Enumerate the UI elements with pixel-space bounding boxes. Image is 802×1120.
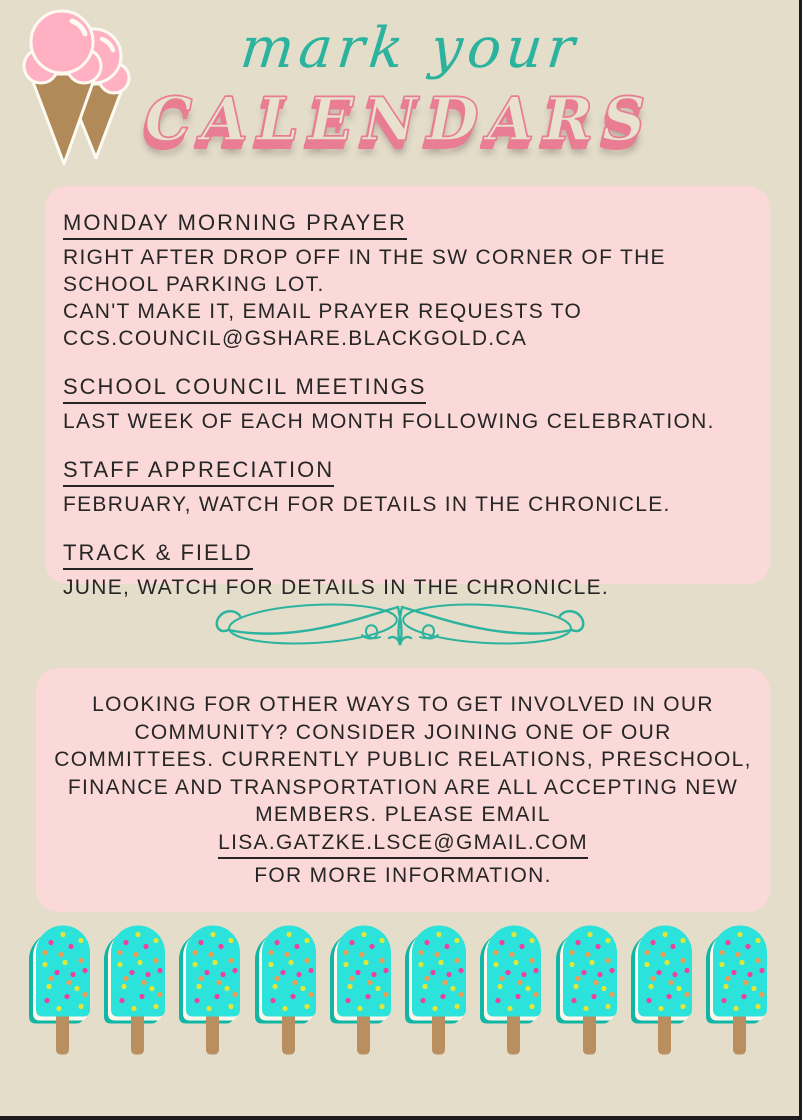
event-section-council-meetings [63, 374, 750, 435]
event-line: RIGHT AFTER DROP OFF IN THE SW CORNER OF THE [63, 246, 666, 269]
community-line: MEMBERS. PLEASE EMAIL [255, 803, 551, 826]
header [0, 0, 799, 186]
popsicle-icon [254, 920, 320, 1058]
community-closing: FOR MORE INFORMATION. [254, 863, 552, 887]
event-heading: STAFF APPRECIATION [63, 457, 334, 487]
script-title: mark your [237, 16, 583, 81]
flourish-divider-icon [210, 597, 590, 655]
popsicle-icon [28, 920, 94, 1058]
event-line: JUNE, WATCH FOR DETAILS IN THE CHRONICLE. [63, 576, 610, 599]
event-heading: MONDAY MORNING PRAYER [63, 210, 407, 240]
community-line: COMMITTEES. CURRENTLY PUBLIC RELATIONS, PRESCHOOL, [54, 748, 752, 771]
popsicle-icon [479, 920, 545, 1058]
event-line: CAN'T MAKE IT, EMAIL PRAYER REQUESTS TO [63, 300, 583, 323]
community-line: COMMUNITY? CONSIDER JOINING ONE OF OUR [134, 720, 672, 744]
page-title: CALENDARS [144, 85, 655, 155]
popsicle-icon [103, 920, 169, 1058]
event-line: FEBRUARY, WATCH FOR DETAILS IN THE CHRONICLE. [63, 493, 671, 516]
event-section-staff-appreciation [63, 457, 750, 518]
popsicle-icon [404, 920, 470, 1058]
popsicle-icon [705, 920, 771, 1058]
community-panel [36, 668, 770, 912]
event-heading: TRACK & FIELD [63, 540, 253, 570]
popsicle-icon [329, 920, 395, 1058]
divider [0, 594, 799, 658]
event-line: SCHOOL PARKING LOT. [63, 273, 325, 296]
event-heading: SCHOOL COUNCIL MEETINGS [63, 374, 426, 404]
event-section-monday-prayer [63, 210, 750, 352]
events-panel [45, 186, 770, 599]
popsicle-icon [630, 920, 696, 1058]
popsicle-icon [555, 920, 621, 1058]
event-section-track-field [63, 540, 750, 601]
popsicle-row [0, 920, 799, 1058]
community-line: LOOKING FOR OTHER WAYS TO GET INVOLVED IN OUR [92, 693, 714, 716]
popsicle-icon [178, 920, 244, 1058]
email-link[interactable]: LISA.GATZKE.LSCE@GMAIL.COM [218, 831, 588, 859]
event-line: LAST WEEK OF EACH MONTH FOLLOWING CELEBRATION. [63, 410, 715, 433]
event-line: CCS.COUNCIL@GSHARE.BLACKGOLD.CA [63, 327, 528, 350]
community-line: FINANCE AND TRANSPORTATION ARE ALL ACCEPTING NEW [67, 775, 739, 799]
